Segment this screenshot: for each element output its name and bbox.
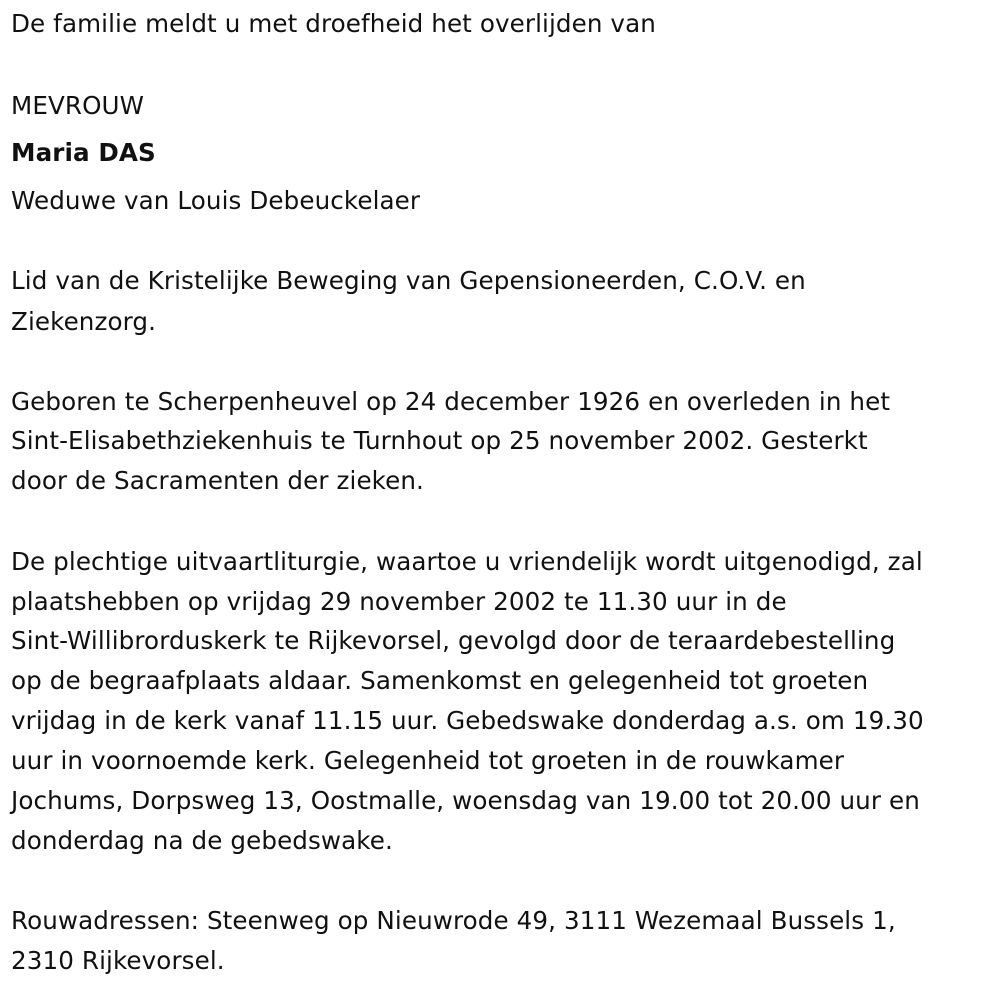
intro-text: De familie meldt u met droefheid het overlijden van: [11, 9, 656, 38]
funeral-line: De plechtige uitvaartliturgie, waartoe u vriendelijk wordt uitgenodigd, zal: [11, 547, 923, 576]
widow-line: Weduwe van Louis Debeuckelaer: [11, 186, 421, 215]
address-line: 2310 Rijkevorsel.: [11, 946, 225, 975]
funeral-line: Sint-Willibrorduskerk te Rijkevorsel, gevolgd door de teraardebestelling: [11, 626, 896, 655]
honorific: MEVROUW: [11, 91, 145, 120]
birth-line: door de Sacramenten der zieken.: [11, 466, 424, 495]
address-line: Rouwadressen: Steenweg op Nieuwrode 49, 3111 Wezemaal Bussels 1,: [11, 906, 896, 935]
funeral-line: plaatshebben op vrijdag 29 november 2002 te 11.30 uur in de: [11, 587, 787, 616]
membership-line: Ziekenzorg.: [11, 307, 157, 336]
funeral-line: uur in voornoemde kerk. Gelegenheid tot groeten in de rouwkamer: [11, 746, 845, 775]
deceased-name: Maria DAS: [11, 138, 156, 167]
funeral-line: donderdag na de gebedswake.: [11, 826, 393, 855]
funeral-line: Jochums, Dorpsweg 13, Oostmalle, woensdag van 19.00 tot 20.00 uur en: [11, 786, 920, 815]
membership-line: Lid van de Kristelijke Beweging van Gepensioneerden, C.O.V. en: [11, 266, 806, 295]
funeral-line: vrijdag in de kerk vanaf 11.15 uur. Gebedswake donderdag a.s. om 19.30: [11, 706, 924, 735]
birth-line: Sint-Elisabethziekenhuis te Turnhout op 25 november 2002. Gesterkt: [11, 426, 868, 455]
birth-line: Geboren te Scherpenheuvel op 24 december 1926 en overleden in het: [11, 387, 891, 416]
funeral-line: op de begraafplaats aldaar. Samenkomst en gelegenheid tot groeten: [11, 666, 869, 695]
